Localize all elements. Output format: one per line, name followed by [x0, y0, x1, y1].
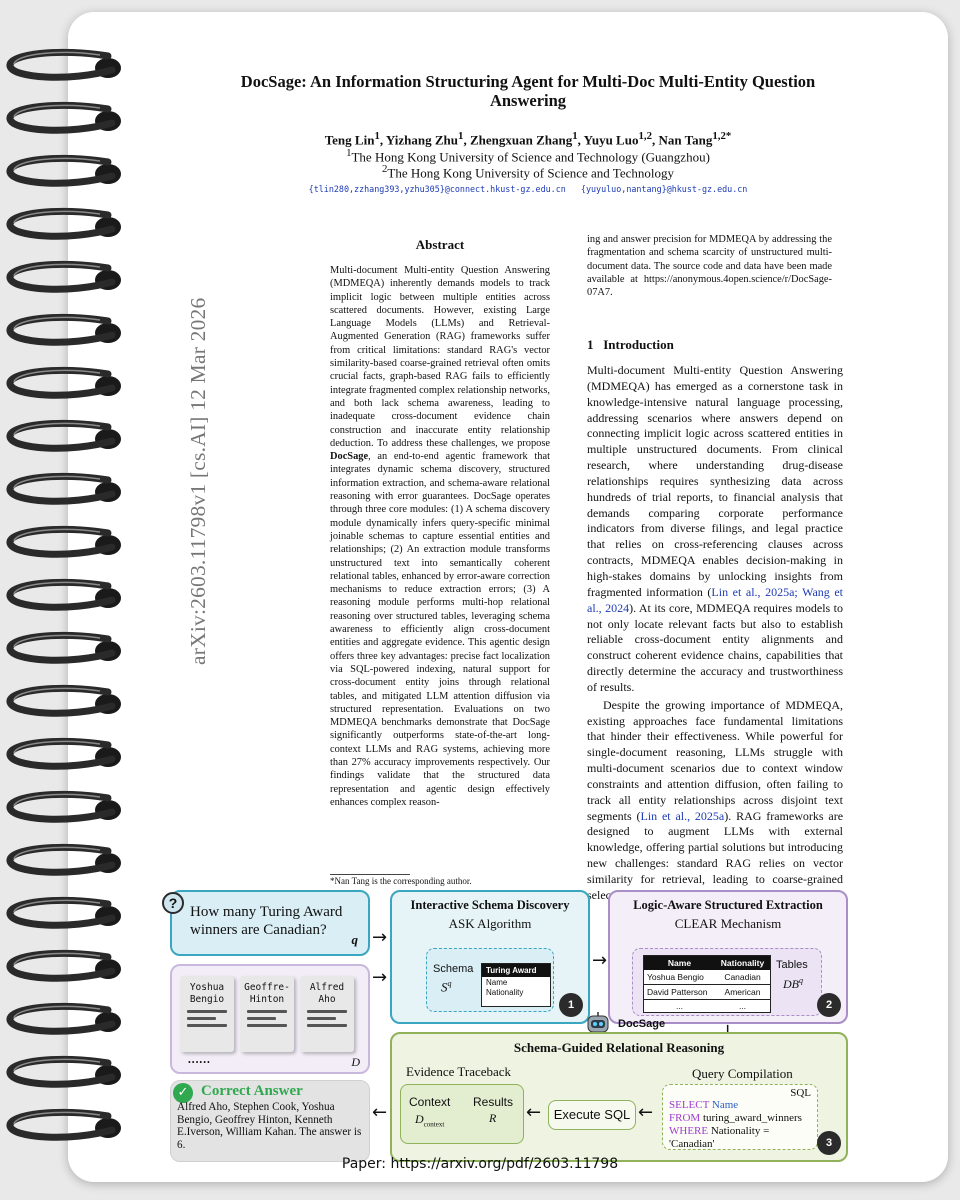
sql-box: SQL SELECT Name FROM turing_award_winners WHERE Nationality = 'Canadian': [662, 1084, 818, 1150]
question-symbol: q: [351, 932, 358, 947]
step-badge: 1: [559, 993, 583, 1017]
question-icon: ?: [162, 892, 184, 914]
extraction-title: Logic-Aware Structured Extraction: [633, 898, 823, 912]
sql-line: SELECT Name: [669, 1099, 739, 1111]
extraction-inner-box: [632, 948, 822, 1016]
arxiv-identifier: arXiv:2603.11798v1 [cs.AI] 12 Mar 2026: [186, 297, 210, 665]
binder-ring: [10, 953, 121, 979]
binder-ring: [10, 794, 121, 820]
binder-ring: [10, 688, 121, 714]
citation-link[interactable]: Lin et al., 2025a: [640, 808, 725, 823]
question-text: How many Turing Award winners are Canadian?: [190, 904, 343, 938]
extracted-table: Name Nationality Yoshua Bengio Canadian David Patterson American ... ...: [643, 955, 771, 1013]
footnote: *Nan Tang is the corresponding author.: [330, 876, 472, 886]
author: Teng Lin: [324, 132, 375, 148]
agent-name: DocSage: [618, 1018, 666, 1030]
arrow-left-icon: ←: [638, 1102, 654, 1123]
execute-sql-button[interactable]: Execute SQL: [548, 1100, 636, 1130]
author: Yizhang Zhu: [385, 132, 459, 148]
evidence-title: Evidence Traceback: [406, 1064, 512, 1079]
abstract-heading: Abstract: [415, 237, 465, 252]
binder-ring: [10, 52, 121, 78]
arrow-right-icon: →: [372, 927, 388, 948]
answer-title: Correct Answer: [201, 1083, 303, 1099]
author-list: Teng Lin$^1$, Yizhang Zhu$^1$, Zhengxuan Zhang$^1$, Yuyu Luo$^{1,2}$, Nan Tang$^{1,2*}$: [324, 130, 732, 148]
affiliation-1: $^1$The Hong Kong University of Science and Technology (Guangzhou): [346, 147, 710, 165]
reasoning-box: [390, 1032, 848, 1162]
schema-symbol: $S^q$: [441, 979, 452, 995]
documents-symbol: D: [351, 1055, 360, 1069]
binder-ring: [10, 529, 121, 555]
sql-line: FROM turing_award_winners: [669, 1112, 802, 1124]
introduction-text: Multi-document Multi-entity Question Answering (MDMEQA) has emerged as a cornerstone task in knowledge-intensive natural language processing, addressing scenarios where answers depend on connecting implicit logic across scattered entities in multiple unstructured documents. From clinical research, where understanding drug-disease relationships requires synthesizing data across hundreds of trial reports, to financial analysis that demands comparing corporate performance indicators from diverse filings, and legal practice that relies on cross-referencing clauses across contracts, MDMEQA enables decision-making in high-stakes domains by unlocking insights from fragmented information (Lin et al., 2025a; Wang et al., 2024). At its core, MDMEQA requires models to not only locate relevant facts but also to establish reliable cross-document entity alignments and construct coherent evidence chains, capabilities that directly determine the accuracy and trustworthiness of results. Despite the growing importance of MDMEQA, existing approaches face fundamental limitations that hinder their effectiveness. While powerful for single-document reasoning, LLMs struggle with multi-document scenarios due to context window constraints and attention diffusion, often failing to track all entity relationships across disjoint text segments (Lin et al., 2025a). RAG frameworks are designed to augment LLMs with external knowledge, offering partial solutions but introducing new challenges: standard RAG relies on vector similarity for retrieval, leading to coarse-grained: [587, 363, 844, 886]
author-emails[interactable]: {tlin280,zzhang393,yzhu305}@connect.hkust-gz.edu.cn {yuyuluo,nantang}@hkust-gz.edu.cn: [308, 184, 748, 194]
author: Nan Tang: [658, 132, 713, 148]
check-icon: ✓: [173, 1083, 193, 1103]
docsage-name: DocSage: [330, 451, 369, 463]
binder-ring: [10, 211, 121, 237]
binder-ring: [10, 423, 121, 449]
step-badge: 2: [817, 993, 841, 1017]
schema-table: Turing Award Name Nationality: [481, 963, 551, 1007]
arrow-left-icon: ←: [526, 1102, 542, 1123]
extraction-subtitle: CLEAR Mechanism: [674, 916, 782, 931]
binder-ring: [10, 900, 121, 926]
tables-symbol: $DB^q$: [783, 976, 803, 991]
answer-text: Alfred Aho, Stephen Cook, Yoshua Bengio, Geoffrey Hinton, Kenneth E.Iverson, William Kahan. The answer is 6.: [177, 1101, 362, 1151]
document-card: Alfred Aho: [300, 976, 354, 1052]
arrow-left-icon: ←: [372, 1102, 388, 1123]
binder-ring: [10, 476, 121, 502]
document-card: Geoffre- Hinton: [240, 976, 294, 1052]
arrow-right-icon: →: [372, 967, 388, 988]
documents-box: [170, 964, 370, 1074]
citation-link[interactable]: Lin et al., 2025a; Wang et al., 2024: [587, 584, 844, 615]
extraction-box: [608, 890, 848, 1024]
paper-link[interactable]: Paper: https://arxiv.org/pdf/2603.11798: [341, 1156, 619, 1172]
reasoning-title: Schema-Guided Relational Reasoning: [513, 1040, 725, 1055]
question-box: [170, 890, 370, 956]
abstract-continuation: ing and answer precision for MDMEQA by addressing the fragmentation and schema scarcity of unstructured multi-document data. The source code and data have been made available at https://anonymous.4open.science/r/DocSage-07A7.: [587, 234, 832, 299]
affiliation-2: $^2$The Hong Kong University of Science and Technology: [381, 163, 674, 181]
binder-ring: [10, 158, 121, 184]
schema-label: Schema: [433, 963, 474, 975]
schema-inner-box: [426, 948, 554, 1012]
binder-ring: [10, 370, 121, 396]
footnote-divider: [330, 874, 410, 875]
schema-subtitle: ASK Algorithm: [448, 916, 532, 931]
binder-ring: [10, 1059, 121, 1085]
document-card: Yoshua Bengio: [180, 976, 234, 1052]
author: Zhengxuan Zhang: [469, 132, 573, 148]
binder-ring: [10, 1006, 121, 1032]
spiral-binder: [0, 40, 130, 1180]
arrow-right-icon: →: [592, 950, 608, 971]
binder-ring: [10, 847, 121, 873]
more-documents: ••••••: [188, 1058, 211, 1067]
query-title: Query Compilation: [692, 1066, 793, 1081]
answer-box: [170, 1080, 370, 1162]
author: Yuyu Luo: [583, 132, 639, 148]
schema-discovery-box: [390, 890, 590, 1024]
tables-label: Tables: [776, 959, 808, 971]
evidence-box: Context $D_{context}$ Results R: [400, 1084, 524, 1144]
binder-ring: [10, 317, 121, 343]
binder-ring: [10, 264, 121, 290]
sql-line: WHERE Nationality = 'Canadian': [669, 1125, 770, 1150]
binder-ring: [10, 741, 121, 767]
binder-ring: [10, 105, 121, 131]
binder-ring: [10, 1112, 121, 1138]
section-heading: 1 Introduction: [587, 337, 674, 352]
binder-ring: [10, 582, 121, 608]
abstract-text: Multi-document Multi-entity Question Answering (MDMEQA) inherently demands models to track implicit logic between multiple entities across scattered documents. However, existing Large Language Models (LLMs) and Retrieval-Augmented Generation (RAG) frameworks suffer from critical limitations: standard RAG's vector similarity-based coarse-grained retrieval often omits crucial facts, graph-based RAG fails to efficiently integrate fragmented complex relationship networks, and both lack schema awareness, leading to inadequate cross-document evidence chain construction and inaccurate entity relationship deduction. To address these challenges, we propose DocSage, an end-to-end agentic framework that integrates dynamic schema discovery, structured information extraction, and schema-aware relational reasoning with error guarantees. DocSage operates through three core modules: (1) A schema discovery module dynamically infers query-specific minimal joinable schemas to capture essential entities and relationships; (2) An extraction module transforms unstructured text into semantically coherent relational tables, enhanced by error-aware correction mechanisms to reduce extraction errors; (3) A reasoning module performs multi-hop relational reasoning over structured tables, leveraging schema awareness to efficiently align cross-document entities and aggregate evidence. This agentic design offers three key advantages: precise fact localization via SQL-powered indexing, natural support for cross-document entity joins through relational tables, and mitigated LLM attention diffusion via structured representation. Evaluations on two MDMEQA benchmarks demonstrate that DocSage significantly outperforms state-of-the-art long-context LLMs and RAG systems, achieving more than 27% accuracy improvements respectively. Our findings validate that the structured data representation and agentic design effectively enhances complex reason-: [330, 265, 550, 808]
schema-title: Interactive Schema Discovery: [410, 898, 570, 912]
paper-title: DocSage: An Information Structuring Agent for Multi-Doc Multi-Entity Question Answering: [240, 72, 816, 110]
step-badge: 3: [817, 1131, 841, 1155]
binder-ring: [10, 635, 121, 661]
